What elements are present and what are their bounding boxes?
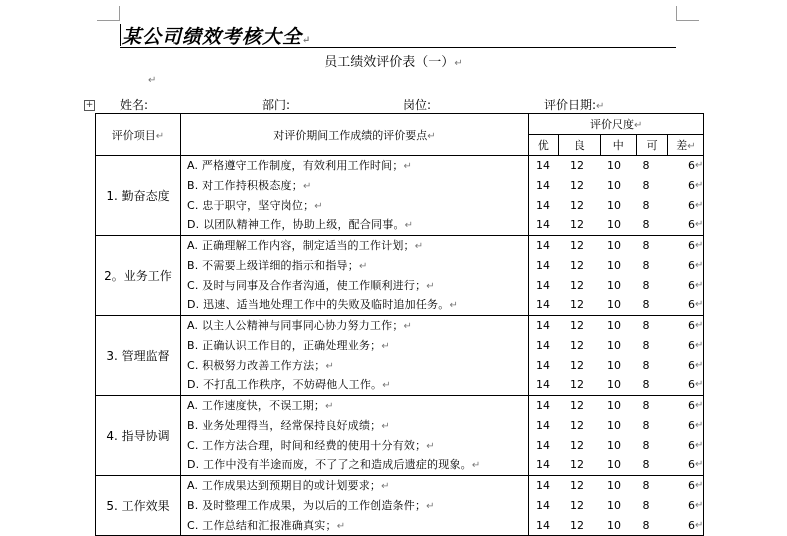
evaluation-date-text: 评价日期: <box>544 98 597 112</box>
score-value: 8 <box>642 378 650 392</box>
evaluation-point-text: A. 正确理解工作内容，制定适当的工作计划； <box>187 239 415 252</box>
table-row[interactable] <box>96 156 704 236</box>
score-row <box>529 396 703 416</box>
paragraph-mark-icon: ↵ <box>695 519 704 531</box>
score-value: 6 <box>688 159 695 172</box>
paragraph-mark-icon: ↵ <box>381 340 390 352</box>
score-value: 10 <box>607 358 621 372</box>
score-value: 10 <box>607 399 621 412</box>
score-value: 6 <box>688 479 695 492</box>
score-value: 6 <box>688 278 695 292</box>
evaluation-point-text: B. 及时整理工作成果，为以后的工作创造条件； <box>187 498 427 512</box>
paragraph-mark-icon: ↵ <box>695 199 704 211</box>
name-label: 姓名: <box>120 98 149 112</box>
score-value: 8 <box>642 399 650 412</box>
evaluation-point <box>187 156 528 176</box>
score-value: 12 <box>570 458 584 472</box>
score-value: 10 <box>607 479 621 492</box>
score-value: 10 <box>607 378 621 392</box>
evaluation-date-label <box>544 96 604 113</box>
paragraph-mark-icon: ↵ <box>414 241 424 252</box>
score-value: 8 <box>642 338 650 352</box>
score-value: 14 <box>536 438 550 452</box>
table-row[interactable] <box>96 476 704 536</box>
score-value: 8 <box>642 438 650 452</box>
form-title[interactable] <box>0 51 787 70</box>
score-value: 10 <box>607 239 621 252</box>
paragraph-mark-icon: ↵ <box>695 499 704 511</box>
score-value: 12 <box>570 319 584 332</box>
evaluation-point <box>187 455 528 475</box>
evaluation-point-text: B. 正确认识工作目的，正确处理业务； <box>187 338 382 352</box>
score-value: 10 <box>607 198 621 212</box>
score-value: 14 <box>536 198 550 212</box>
score-value: 10 <box>607 319 621 332</box>
header-evaluation-item: 评价项目↵ <box>96 114 181 156</box>
paragraph-mark-icon: ↵ <box>695 299 704 311</box>
paragraph-mark-icon: ↵ <box>426 500 435 512</box>
evaluation-point <box>187 316 528 336</box>
score-value: 6 <box>688 298 695 312</box>
score-value: 6 <box>688 438 695 452</box>
score-value: 14 <box>536 518 550 532</box>
document-title-text: 某公司绩效考核大全 <box>122 26 303 48</box>
paragraph-mark-icon: ↵ <box>381 481 390 492</box>
crop-mark-top-right <box>676 6 699 21</box>
paragraph-mark-icon: ↵ <box>695 419 704 431</box>
score-row <box>529 176 703 196</box>
paragraph-mark-icon: ↵ <box>302 35 312 46</box>
score-value: 10 <box>607 338 621 352</box>
score-row <box>529 196 703 216</box>
department-label: 部门: <box>262 98 291 112</box>
evaluation-point-text: A. 工作速度快，不误工期； <box>187 399 326 412</box>
position-label: 岗位: <box>403 98 432 112</box>
score-value: 8 <box>642 159 650 172</box>
score-row <box>529 256 703 276</box>
text-cursor <box>120 24 121 46</box>
score-value: 14 <box>536 218 550 232</box>
evaluation-point-text: B. 不需要上级详细的指示和指导； <box>187 258 359 272</box>
scores-cell <box>529 156 704 236</box>
score-value: 8 <box>642 418 650 432</box>
paragraph-mark-icon: ↵ <box>695 219 704 231</box>
table-move-handle-icon[interactable]: + <box>85 100 94 110</box>
evaluation-point-text: D. 工作中没有半途而废，不了了之和造成后遗症的现象。 <box>187 458 472 472</box>
score-value: 14 <box>536 498 550 512</box>
evaluation-point-text: B. 对工作持积极态度； <box>187 178 303 192</box>
paragraph-mark-icon: ↵ <box>596 101 605 112</box>
empty-paragraph-mark-icon: ↵ <box>148 75 157 86</box>
score-value: 10 <box>607 438 621 452</box>
evaluation-point <box>187 176 528 196</box>
score-value: 8 <box>642 518 650 532</box>
score-value: 8 <box>642 198 650 212</box>
crop-mark-top-left <box>97 6 120 21</box>
score-value: 6 <box>688 418 695 432</box>
score-value: 12 <box>570 239 584 252</box>
scores-cell <box>529 476 704 536</box>
scale-level-5: 差↵ <box>668 135 704 156</box>
evaluation-point-text: D. 不打乱工作秩序，不妨碍他人工作。 <box>187 378 383 392</box>
score-value: 8 <box>642 358 650 372</box>
paragraph-mark-icon: ↵ <box>695 279 704 291</box>
evaluation-point-text: A. 严格遵守工作制度，有效利用工作时间； <box>187 159 404 172</box>
evaluation-point <box>187 496 528 516</box>
score-value: 10 <box>607 178 621 192</box>
table-row[interactable] <box>96 316 704 396</box>
score-value: 6 <box>688 338 695 352</box>
scale-level-1: 优 <box>529 135 559 156</box>
evaluation-category: 1. 勤奋态度 <box>96 156 181 236</box>
paragraph-mark-icon: ↵ <box>336 520 346 532</box>
scale-level-2: 良 <box>558 135 600 156</box>
evaluation-points-cell <box>181 156 529 236</box>
header-evaluation-points: 对评价期间工作成绩的评价要点↵ <box>181 114 529 156</box>
score-value: 14 <box>536 399 550 412</box>
evaluation-table[interactable] <box>95 113 704 536</box>
score-value: 8 <box>642 298 650 312</box>
score-value: 14 <box>536 298 550 312</box>
score-value: 6 <box>688 258 695 272</box>
evaluation-point <box>187 276 528 296</box>
score-row <box>529 436 703 456</box>
score-row <box>529 455 703 475</box>
score-value: 6 <box>688 518 695 532</box>
paragraph-mark-icon: ↵ <box>382 380 391 392</box>
paragraph-mark-icon: ↵ <box>695 379 704 391</box>
score-value: 6 <box>688 358 695 372</box>
scores-cell <box>529 236 704 316</box>
paragraph-mark-icon: ↵ <box>381 420 390 432</box>
evaluation-point-text: B. 业务处理得当，经常保持良好成绩； <box>187 418 382 432</box>
score-value: 12 <box>570 258 584 272</box>
score-value: 14 <box>536 278 550 292</box>
score-value: 14 <box>536 378 550 392</box>
score-row <box>529 336 703 356</box>
score-value: 10 <box>607 218 621 232</box>
score-value: 12 <box>570 498 584 512</box>
paragraph-mark-icon: ↵ <box>314 200 323 212</box>
evaluation-point <box>187 196 528 216</box>
score-row <box>529 416 703 436</box>
score-value: 12 <box>570 278 584 292</box>
score-value: 8 <box>642 178 650 192</box>
score-value: 14 <box>536 479 550 492</box>
score-value: 8 <box>642 479 650 492</box>
score-value: 12 <box>570 338 584 352</box>
score-row <box>529 236 703 256</box>
score-row <box>529 476 703 496</box>
score-row <box>529 316 703 336</box>
evaluation-points-cell <box>181 476 529 536</box>
score-value: 6 <box>688 178 695 192</box>
score-value: 10 <box>607 258 621 272</box>
score-row <box>529 356 703 376</box>
paragraph-mark-icon: ↵ <box>325 360 335 372</box>
evaluation-point <box>187 215 528 235</box>
header-evaluation-scale: 评价尺度↵ <box>529 114 704 135</box>
score-value: 10 <box>607 518 621 532</box>
paragraph-mark-icon: ↵ <box>695 259 704 271</box>
paragraph-mark-icon: ↵ <box>449 300 459 312</box>
score-value: 14 <box>536 418 550 432</box>
score-value: 10 <box>607 278 621 292</box>
score-value: 6 <box>688 239 695 252</box>
score-row <box>529 276 703 296</box>
paragraph-mark-icon: ↵ <box>695 179 704 191</box>
score-value: 14 <box>536 178 550 192</box>
evaluation-point <box>187 516 528 536</box>
evaluation-point-text: C. 工作方法合理，时间和经费的使用十分有效； <box>187 438 427 452</box>
score-row <box>529 156 703 176</box>
evaluation-point-text: C. 工作总结和汇报准确真实； <box>187 518 337 532</box>
score-value: 12 <box>570 518 584 532</box>
paragraph-mark-icon: ↵ <box>403 321 413 332</box>
score-value: 14 <box>536 319 550 332</box>
scores-cell <box>529 396 704 476</box>
evaluation-points-cell <box>181 396 529 476</box>
paragraph-mark-icon: ↵ <box>695 339 704 351</box>
paragraph-mark-icon: ↵ <box>325 401 334 412</box>
score-value: 14 <box>536 159 550 172</box>
paragraph-mark-icon: ↵ <box>695 160 704 171</box>
score-value: 6 <box>688 498 695 512</box>
evaluation-point <box>187 336 528 356</box>
paragraph-mark-icon: ↵ <box>454 58 463 69</box>
table-row[interactable] <box>96 236 704 316</box>
score-value: 6 <box>688 319 695 332</box>
score-value: 12 <box>570 438 584 452</box>
score-value: 8 <box>642 498 650 512</box>
score-value: 8 <box>642 458 650 472</box>
score-value: 8 <box>642 218 650 232</box>
document-header <box>120 22 676 48</box>
paragraph-mark-icon: ↵ <box>404 220 414 232</box>
evaluation-point <box>187 416 528 436</box>
table-row[interactable] <box>96 396 704 476</box>
evaluation-category: 3. 管理监督 <box>96 316 181 396</box>
evaluation-point-text: C. 忠于职守，坚守岗位； <box>187 198 315 212</box>
paragraph-mark-icon: ↵ <box>403 161 413 172</box>
paragraph-mark-icon: ↵ <box>426 440 435 452</box>
score-value: 12 <box>570 479 584 492</box>
score-value: 8 <box>642 319 650 332</box>
score-value: 10 <box>607 159 621 172</box>
paragraph-mark-icon: ↵ <box>695 240 704 251</box>
score-value: 8 <box>642 239 650 252</box>
evaluation-point <box>187 396 528 416</box>
paragraph-mark-icon: ↵ <box>695 359 704 371</box>
score-value: 12 <box>570 178 584 192</box>
score-value: 14 <box>536 458 550 472</box>
score-value: 10 <box>607 458 621 472</box>
evaluation-point <box>187 295 528 315</box>
evaluation-points-cell <box>181 316 529 396</box>
score-value: 8 <box>642 278 650 292</box>
paragraph-mark-icon: ↵ <box>687 141 696 152</box>
score-row <box>529 496 703 516</box>
scores-cell <box>529 316 704 396</box>
score-value: 12 <box>570 198 584 212</box>
form-title-text: 员工绩效评价表（一） <box>324 55 455 70</box>
score-value: 12 <box>570 298 584 312</box>
paragraph-mark-icon: ↵ <box>358 260 368 272</box>
paragraph-mark-icon: ↵ <box>695 320 704 331</box>
scale-level-3: 中 <box>600 135 636 156</box>
evaluation-point <box>187 436 528 456</box>
score-value: 14 <box>536 258 550 272</box>
scale-level-4: 可 <box>636 135 668 156</box>
score-value: 12 <box>570 399 584 412</box>
score-value: 10 <box>607 298 621 312</box>
evaluation-point <box>187 476 528 496</box>
evaluation-category: 2。业务工作 <box>96 236 181 316</box>
score-value: 14 <box>536 338 550 352</box>
score-value: 12 <box>570 159 584 172</box>
paragraph-mark-icon: ↵ <box>695 439 704 451</box>
evaluation-point-text: C. 积极努力改善工作方法； <box>187 358 326 372</box>
score-value: 12 <box>570 358 584 372</box>
score-value: 14 <box>536 358 550 372</box>
document-title[interactable] <box>122 22 311 49</box>
evaluation-point-text: A. 工作成果达到预期目的或计划要求； <box>187 479 382 492</box>
score-value: 10 <box>607 498 621 512</box>
evaluation-point <box>187 356 528 376</box>
paragraph-mark-icon: ↵ <box>426 280 435 292</box>
score-value: 6 <box>688 399 695 412</box>
paragraph-mark-icon: ↵ <box>695 400 704 411</box>
score-row <box>529 516 703 536</box>
paragraph-mark-icon: ↵ <box>695 480 704 491</box>
evaluation-point <box>187 375 528 395</box>
score-value: 6 <box>688 378 695 392</box>
paragraph-mark-icon: ↵ <box>302 180 312 192</box>
evaluation-point <box>187 256 528 276</box>
evaluation-point-text: D. 迅速、适当地处理工作中的失败及临时追加任务。 <box>187 298 450 312</box>
evaluation-category: 4. 指导协调 <box>96 396 181 476</box>
score-row <box>529 295 703 315</box>
evaluation-point <box>187 236 528 256</box>
score-row <box>529 215 703 235</box>
score-value: 6 <box>688 218 695 232</box>
score-value: 14 <box>536 239 550 252</box>
evaluation-points-cell <box>181 236 529 316</box>
score-value: 12 <box>570 418 584 432</box>
score-value: 6 <box>688 198 695 212</box>
evaluation-point-text: D. 以团队精神工作，协助上级，配合同事。 <box>187 218 405 232</box>
paragraph-mark-icon: ↵ <box>695 459 704 471</box>
score-value: 8 <box>642 258 650 272</box>
score-row <box>529 375 703 395</box>
paragraph-mark-icon: ↵ <box>471 460 481 472</box>
score-value: 12 <box>570 218 584 232</box>
evaluation-point-text: C. 及时与同事及合作者沟通，使工作顺利进行； <box>187 278 427 292</box>
score-value: 12 <box>570 378 584 392</box>
evaluation-category: 5. 工作效果 <box>96 476 181 536</box>
score-value: 10 <box>607 418 621 432</box>
evaluation-point-text: A. 以主人公精神与同事同心协力努力工作； <box>187 319 404 332</box>
score-value: 6 <box>688 458 695 472</box>
